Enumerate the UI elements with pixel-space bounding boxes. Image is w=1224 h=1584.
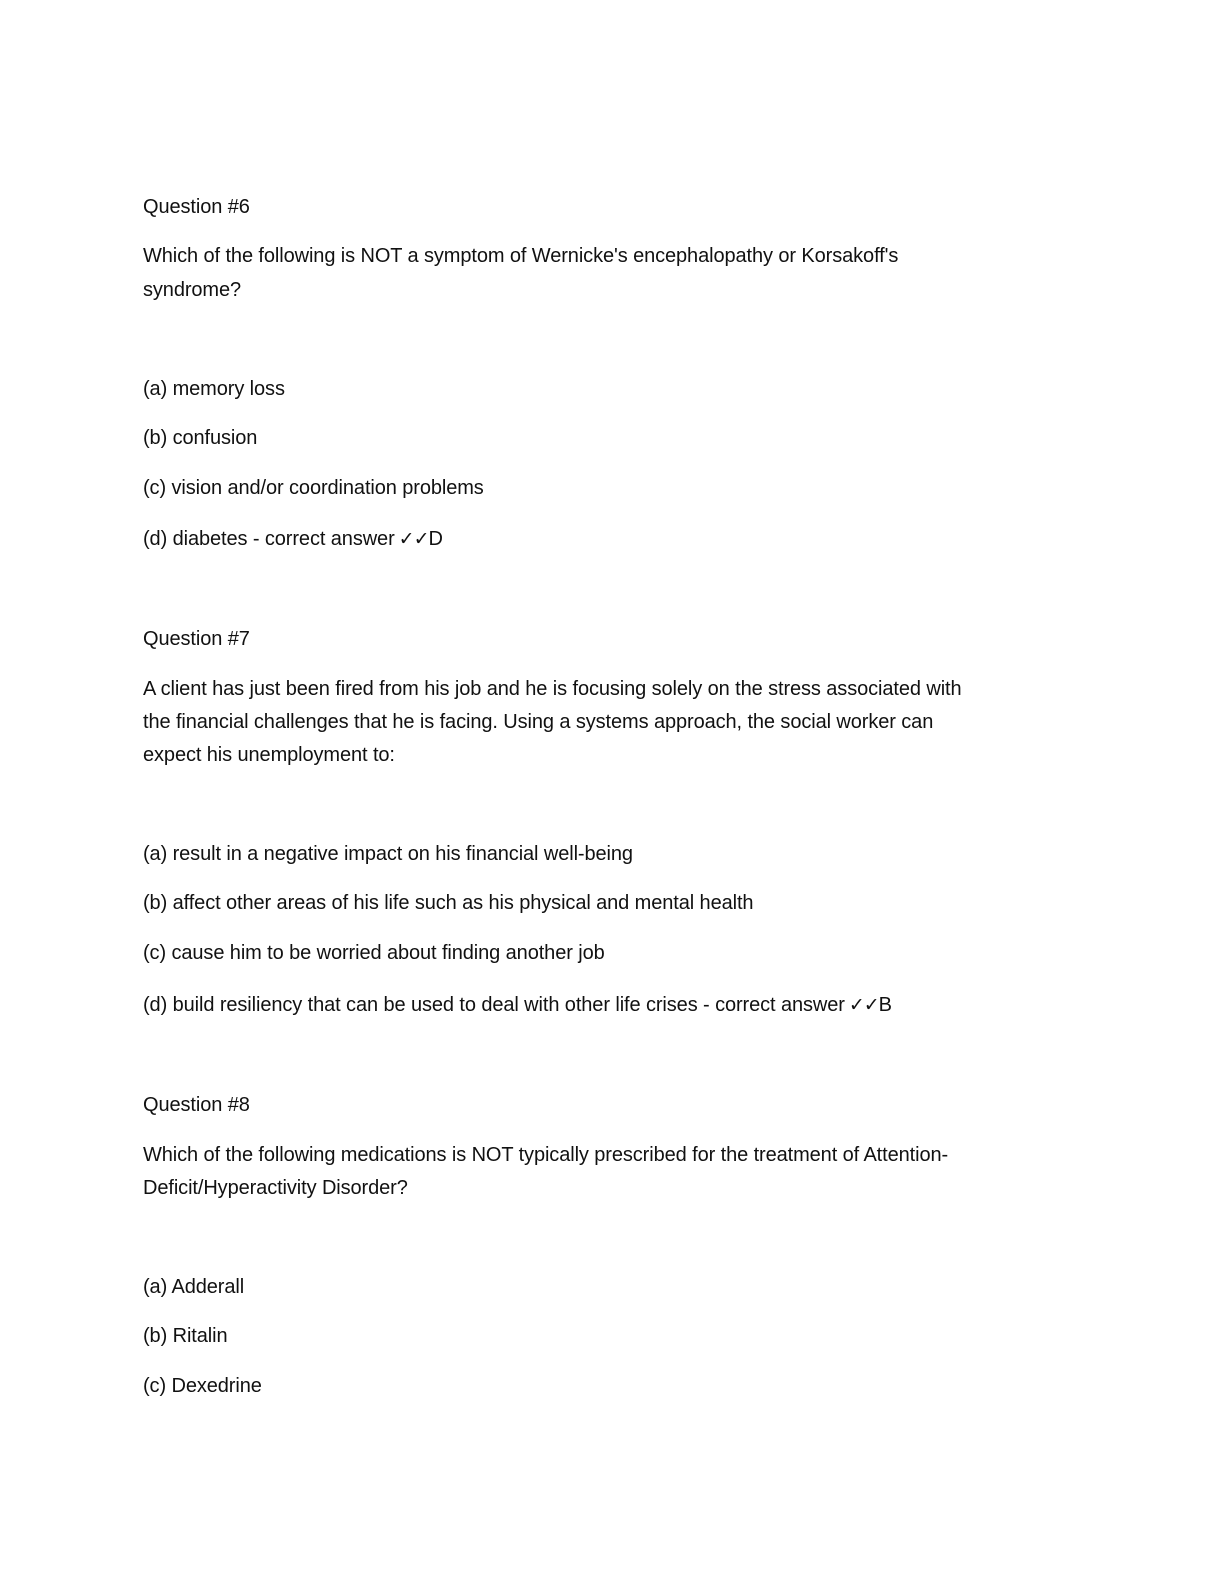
question-text-line: Which of the following medications is NOT typically prescribed for the treatment of Attention- (143, 1144, 949, 1166)
option-d: (d) build resiliency that can be used to deal with other life crises - correct answer (143, 994, 845, 1016)
question-heading: Question #6 (143, 196, 250, 218)
answer-letter: D (428, 528, 443, 550)
question-text-line: Which of the following is NOT a symptom of Wernicke's encephalopathy or Korsakoff's (143, 245, 899, 267)
question-text-line: the financial challenges that he is facing. Using a systems approach, the social worker can (143, 711, 934, 733)
option-c: (c) Dexedrine (143, 1375, 262, 1397)
option-a: (a) memory loss (143, 378, 285, 400)
option-b: (b) Ritalin (143, 1325, 228, 1347)
option-d: (d) diabetes - correct answer (143, 528, 395, 550)
option-d-answer (143, 989, 892, 1022)
option-a: (a) result in a negative impact on his financial well-being (143, 843, 633, 865)
option-a: (a) Adderall (143, 1276, 245, 1298)
question-text-line: expect his unemployment to: (143, 744, 395, 766)
option-d-answer (143, 523, 443, 556)
question-heading: Question #8 (143, 1094, 250, 1116)
check-mark-icon: ✓✓ (398, 528, 429, 550)
option-b: (b) affect other areas of his life such as his physical and mental health (143, 892, 754, 914)
question-text-line: Deficit/Hyperactivity Disorder? (143, 1177, 408, 1199)
check-mark-icon: ✓✓ (848, 994, 879, 1016)
option-b: (b) confusion (143, 427, 258, 449)
answer-letter: B (878, 994, 892, 1016)
option-c: (c) cause him to be worried about finding another job (143, 942, 605, 964)
option-c: (c) vision and/or coordination problems (143, 477, 484, 499)
question-text-line: A client has just been fired from his job and he is focusing solely on the stress associated with (143, 678, 962, 700)
question-text-line: syndrome? (143, 279, 242, 301)
question-heading: Question #7 (143, 628, 250, 650)
